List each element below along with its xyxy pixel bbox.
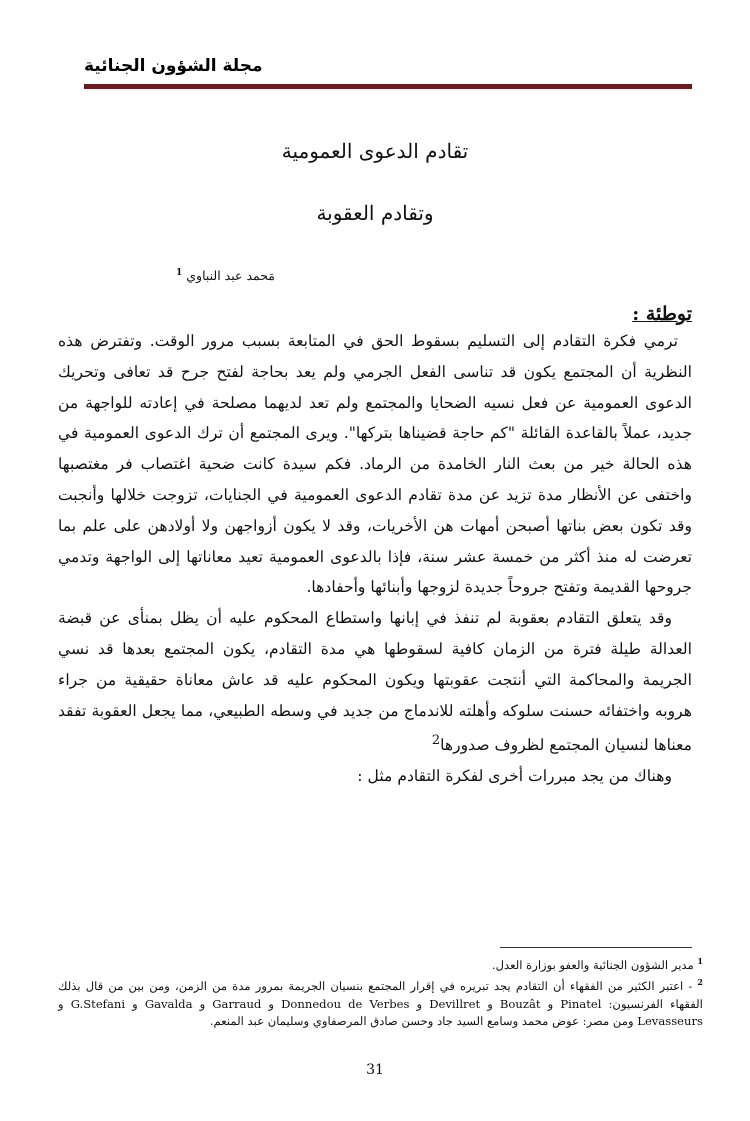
paragraph-2-text: وقد يتعلق التقادم بعقوبة لم تنفذ في إبانها واستطاع المحكوم عليه أن يظل بمنأى عن قبضة العدالة طيلة فترة من الزمان كافية لسقوطها هي مدة التقادم، يكون المجتمع بعدها قد نسي الجريمة والمحاكمة التي أنتجت عقوبتها ويكون المحكوم عليه قد عاش معاناة حقيقية من جراء هروبه واختفائه حسنت سلوكه وأهلته للاندماج من جديد في وسطه الطبيعي، مما يجعل العقوبة تفقد معناها لنسيان المجتمع لظروف صدورها [58, 609, 692, 755]
article-title-line-2: وتقادم العقوبة [316, 201, 434, 225]
footnote-2-text: - اعتبر الكثير من الفقهاء أن التقادم يجد تبريره في إقرار المجتمع بنسيان الجريمة بمرور مدة من الزمن، ومن بين من قال بذلك الفقهاء الفرنسيون: Pinatel و Bouzât و Devillret و Donnedou de Verbes و Garraud و Gavalda و G.Stefani و Levasseurs ومن مصر: عوض محمد وسامع السيد جاد وحسن صادق المرصفاوي وسليمان عبد المنعم. [58, 979, 703, 1029]
footnote-separator [500, 947, 692, 948]
author-name: مَحمد عبد النباوي [186, 268, 275, 284]
paragraph-3: وهناك من يجد مبررات أخرى لفكرة التقادم مثل : [357, 767, 672, 786]
footnote-2 [58, 974, 703, 1030]
footnotes [58, 953, 703, 1031]
body-text [58, 326, 692, 792]
header-rule [84, 84, 692, 89]
paragraph-1: ترمي فكرة التقادم إلى التسليم بسقوط الحق في المتابعة بسبب مرور الوقت. وتفترض هذه النظرية أن المجتمع يكون قد تناسى الفعل الجرمي ولم يعد بحاجة لفتح جرح قد تعافى وتحريك الدعوى العمومية عن فعل نسيه الضحايا والمجتمع ولم تعد لديهما مصلحة في إعادته للواجهة من جديد، عملاً بالقاعدة القائلة "كم حاجة قضيناها بتركها". ويرى المجتمع أن ترك الدعوى العمومية في هذه الحالة خير من بعث النار الخامدة من الرماد. فكم سيدة كانت ضحية اغتصاب فر مغتصبها واختفى عن الأنظار مدة تزيد عن مدة تقادم الدعوى العمومية في الجنايات، تزوجت خلالها وأنجبت وقد تكون بعض بناتها أصبحن أمهات هن الأخريات، وقد لا يكون أزواجهن ولا أولادهن على علم بما تعرضت له منذ أكثر من خمسة عشر سنة، فإذا بالدعوى العمومية تعيد معاناتها إلى الواجهة وتدمي جروحها القديمة وتفتح جروحاً جديدة لزوجها وأبنائها وأحفادها. [58, 332, 692, 597]
paragraph-2-footnote-mark[interactable]: 2 [431, 733, 441, 749]
author-footnote-mark[interactable]: 1 [176, 268, 183, 278]
footnote-1-mark: 1 [697, 956, 703, 966]
footnote-2-mark: 2 [697, 977, 703, 988]
running-header [84, 56, 692, 96]
footnote-1-text: مدير الشؤون الجنائية والعفو بوزارة العدل. [491, 957, 694, 972]
article-title-line-1: تقادم الدعوى العمومية [281, 139, 469, 163]
page-number: 31 [366, 1062, 384, 1078]
footnote-1 [58, 953, 703, 974]
journal-title: مجلة الشؤون الجنائية [84, 56, 263, 76]
paragraph-2 [58, 603, 692, 761]
author-line [100, 268, 275, 283]
section-heading: توطئة : [632, 303, 692, 325]
